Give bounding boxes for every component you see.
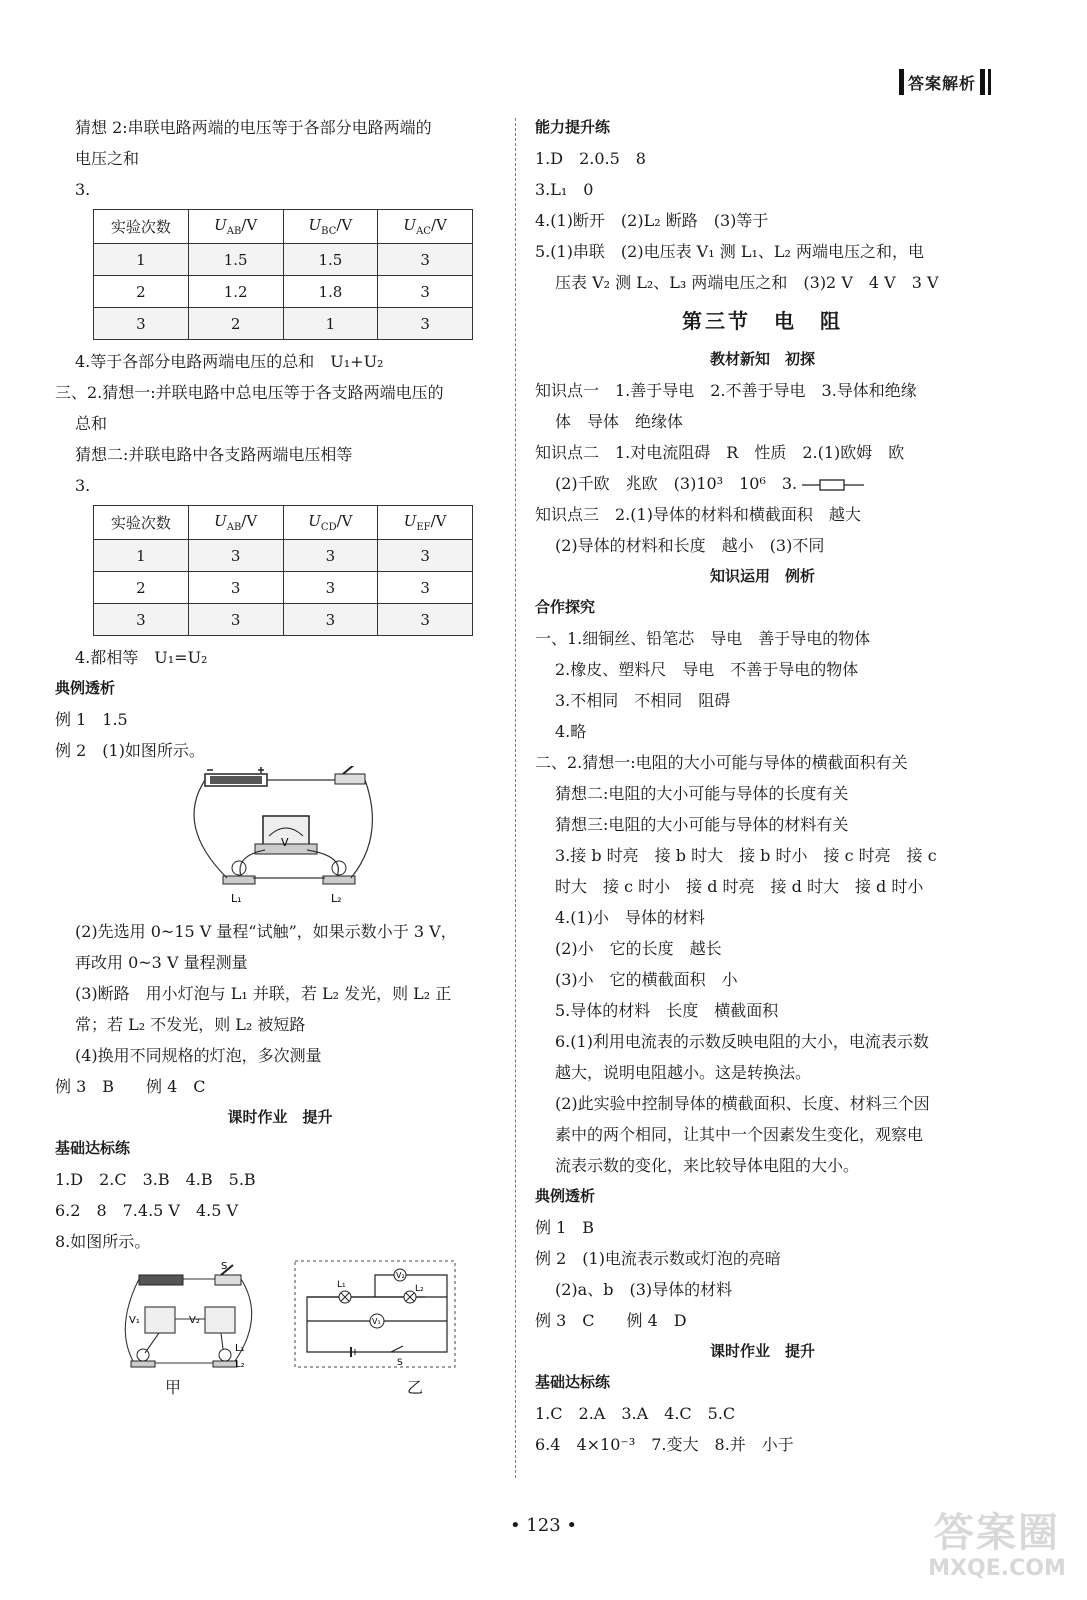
table-row (94, 604, 473, 636)
answer-line: 3. (75, 476, 91, 495)
answer-line: 3. (75, 180, 91, 199)
answer-line: 1.C 2.A 3.A 4.C 5.C (535, 1404, 736, 1423)
table-cell: 3 (283, 572, 378, 604)
answer-line: 时大 接 c 时小 接 d 时亮 接 d 时大 接 d 时小 (555, 877, 924, 896)
voltmeter-label-v1: V₁ (372, 1317, 381, 1326)
answer-line: 猜想二:并联电路中各支路两端电压相等 (75, 445, 353, 464)
table-cell: 3 (378, 540, 473, 572)
voltmeter-label-v2: V₂ (189, 1315, 200, 1326)
bulb-label-l1: L₁ (337, 1280, 346, 1290)
table-cell: 1 (94, 540, 189, 572)
answer-line: 总和 (75, 414, 108, 433)
table-row (94, 572, 473, 604)
circuit-diagram-1 (55, 766, 505, 916)
answer-text: (2)千欧 兆欧 (3)10³ 10⁶ 3. (555, 474, 798, 493)
answer-line: 知识点三 2.(1)导体的材料和横截面积 越大 (535, 505, 861, 524)
table-cell: 3 (378, 572, 473, 604)
header-bar-left (899, 69, 904, 95)
answer-line (535, 468, 990, 499)
switch-label: S (221, 1261, 228, 1272)
answer-line: 例 1 1.5 (55, 710, 128, 729)
table-cell: 3 (94, 604, 189, 636)
parallel-voltage-table (93, 505, 473, 636)
header-bar-right (980, 69, 985, 95)
table-cell: 1 (94, 244, 189, 276)
series-voltage-table (93, 209, 473, 340)
circuit-diagram-2 (55, 1257, 505, 1402)
answer-line: 知识点一 1.善于导电 2.不善于导电 3.导体和绝缘 (535, 381, 917, 400)
answer-line: 2.橡皮、塑料尺 导电 不善于导电的物体 (555, 660, 859, 679)
answer-line: 流表示数的变化，来比较导体电阻的大小。 (555, 1156, 860, 1175)
answer-line: 知识点二 1.对电流阻碍 R 性质 2.(1)欧姆 欧 (535, 443, 905, 462)
circuit-figure-1 (55, 766, 505, 916)
section-heading: 知识运用 例析 (709, 567, 815, 585)
section-heading: 课时作业 提升 (709, 1342, 815, 1360)
table-cell: 1 (283, 308, 378, 340)
voltmeter-label: V (281, 836, 289, 849)
table-cell: 2 (94, 276, 189, 308)
bulb-label-l2: L₂ (415, 1284, 424, 1294)
column-divider (515, 118, 516, 1478)
answer-line: 4.略 (555, 722, 587, 741)
section-header-tag (899, 68, 991, 96)
table-cell: 3 (283, 540, 378, 572)
header-tag-text: 答案解析 (907, 73, 976, 93)
answer-line: 猜想二:电阻的大小可能与导体的长度有关 (555, 784, 849, 803)
table-header: $U_{BC}/V$ (283, 210, 378, 244)
answer-line: 3.接 b 时亮 接 b 时大 接 b 时小 接 c 时亮 接 c (555, 846, 937, 865)
answer-line: 例 2 (1)如图所示。 (55, 741, 205, 760)
table-header: 实验次数 (94, 506, 189, 540)
figure-caption-yi: 乙 (407, 1378, 424, 1397)
answer-line: 再改用 0~3 V 量程测量 (75, 953, 248, 972)
answer-line: 三、2.猜想一:并联电路中总电压等于各支路两端电压的 (55, 383, 444, 402)
table-cell: 3 (188, 540, 283, 572)
watermark-text: MXQE.COM (928, 1556, 1066, 1581)
answer-line: 电压之和 (75, 149, 140, 168)
answer-line: 例 3 B 例 4 C (55, 1077, 206, 1096)
answer-line: 一、1.细铜丝、铅笔芯 导电 善于导电的物体 (535, 629, 871, 648)
answer-line: 4.(1)小 导体的材料 (555, 908, 705, 927)
answer-line: (2)小 它的长度 越长 (555, 939, 722, 958)
table-cell: 2 (94, 572, 189, 604)
page-number: • 123 • (509, 1515, 578, 1536)
answer-line: 6.2 8 7.4.5 V 4.5 V (55, 1201, 239, 1220)
answer-line: 5.(1)串联 (2)电压表 V₁ 测 L₁、L₂ 两端电压之和，电 (535, 242, 924, 261)
answer-line: 4.都相等 U₁=U₂ (75, 648, 208, 667)
answer-line: (2)先选用 0~15 V 量程“试触”，如果示数小于 3 V， (75, 922, 457, 941)
table-header: $U_{AB}/V$ (188, 210, 283, 244)
answer-line: 8.如图所示。 (55, 1232, 151, 1251)
answer-line: (2)此实验中控制导体的横截面积、长度、材料三个因 (555, 1094, 930, 1113)
section-heading: 能力提升练 (535, 118, 611, 136)
answer-line: 3.L₁ 0 (535, 180, 594, 199)
section-title: 第三节 电 阻 (682, 309, 843, 333)
answer-line: 4.(1)断开 (2)L₂ 断路 (3)等于 (535, 211, 769, 230)
table-cell: 3 (378, 244, 473, 276)
answer-line: 例 2 (1)电流表示数或灯泡的亮暗 (535, 1249, 781, 1268)
answer-line: 常；若 L₂ 不发光，则 L₂ 被短路 (75, 1015, 306, 1034)
answer-line: 3.不相同 不相同 阻碍 (555, 691, 731, 710)
bulb-label-l1: L₁ (231, 892, 242, 905)
section-heading: 典例透析 (55, 679, 116, 697)
table-cell: 3 (188, 572, 283, 604)
bulb-label-l1: L₁ (235, 1343, 245, 1354)
answer-line: 素中的两个相同，让其中一个因素发生变化，观察电 (555, 1125, 924, 1144)
table-header: $U_{CD}/V$ (283, 506, 378, 540)
answer-line: (2)导体的材料和长度 越小 (3)不同 (555, 536, 825, 555)
answer-line: 体 导体 绝缘体 (555, 412, 684, 431)
answer-line: 4.等于各部分电路两端电压的总和 U₁+U₂ (75, 352, 384, 371)
circuit-figure-2 (55, 1257, 505, 1402)
answer-line: 1.D 2.C 3.B 4.B 5.B (55, 1170, 256, 1189)
voltmeter-label-v1: V₁ (129, 1315, 140, 1326)
section-heading: 合作探究 (535, 598, 596, 616)
answer-line: 例 1 B (535, 1218, 595, 1237)
section-heading: 典例透析 (535, 1187, 596, 1205)
answer-line: 二、2.猜想一:电阻的大小可能与导体的横截面积有关 (535, 753, 908, 772)
header-bar-right-thin (988, 69, 991, 95)
table-cell: 3 (188, 604, 283, 636)
answer-line: (4)换用不同规格的灯泡，多次测量 (75, 1046, 322, 1065)
resistor-symbol (802, 478, 864, 492)
table-header: $U_{EF}/V$ (378, 506, 473, 540)
table-cell: 2 (188, 308, 283, 340)
answer-line: 5.导体的材料 长度 横截面积 (555, 1001, 779, 1020)
voltmeter-label-v2: V₂ (396, 1271, 405, 1280)
table-row (94, 244, 473, 276)
section-heading: 教材新知 初探 (709, 350, 815, 368)
table-header: 实验次数 (94, 210, 189, 244)
answer-line: (3)断路 用小灯泡与 L₁ 并联，若 L₂ 发光，则 L₂ 正 (75, 984, 452, 1003)
bulb-label-l2: L₂ (235, 1359, 245, 1370)
answer-line: 猜想 2:串联电路两端的电压等于各部分电路两端的 (75, 118, 432, 137)
table-row (94, 276, 473, 308)
table-cell: 3 (378, 276, 473, 308)
bulb-label-l2: L₂ (331, 892, 342, 905)
right-column (535, 112, 990, 1460)
section-heading: 课时作业 提升 (227, 1108, 333, 1126)
watermark (927, 1510, 1067, 1590)
answer-line: 例 3 C 例 4 D (535, 1311, 687, 1330)
answer-line: (3)小 它的横截面积 小 (555, 970, 738, 989)
answer-line: 6.4 4×10⁻³ 7.变大 8.并 小于 (535, 1435, 794, 1454)
answer-line: (2)a、b (3)导体的材料 (555, 1280, 733, 1299)
table-cell: 1.8 (283, 276, 378, 308)
answer-line: 1.D 2.0.5 8 (535, 149, 646, 168)
left-column (55, 112, 505, 1402)
table-cell: 1.5 (188, 244, 283, 276)
table-header: $U_{AB}/V$ (188, 506, 283, 540)
table-cell: 1.5 (283, 244, 378, 276)
watermark-logo-icon: 答案圈 (934, 1510, 1060, 1556)
table-cell: 1.2 (188, 276, 283, 308)
answer-line: 越大，说明电阻越小。这是转换法。 (555, 1063, 812, 1082)
table-cell: 3 (94, 308, 189, 340)
section-heading: 基础达标练 (535, 1373, 611, 1391)
table-header: $U_{AC}/V$ (378, 210, 473, 244)
table-cell: 3 (378, 604, 473, 636)
table-row (94, 308, 473, 340)
answer-line: 压表 V₂ 测 L₂、L₃ 两端电压之和 (3)2 V 4 V 3 V (555, 273, 939, 292)
answer-line: 6.(1)利用电流表的示数反映电阻的大小，电流表示数 (555, 1032, 929, 1051)
answer-line: 猜想三:电阻的大小可能与导体的材料有关 (555, 815, 849, 834)
figure-caption-jia: 甲 (165, 1378, 182, 1397)
switch-label: S (397, 1358, 403, 1368)
table-row (94, 540, 473, 572)
section-heading: 基础达标练 (55, 1139, 131, 1157)
table-cell: 3 (283, 604, 378, 636)
table-cell: 3 (378, 308, 473, 340)
